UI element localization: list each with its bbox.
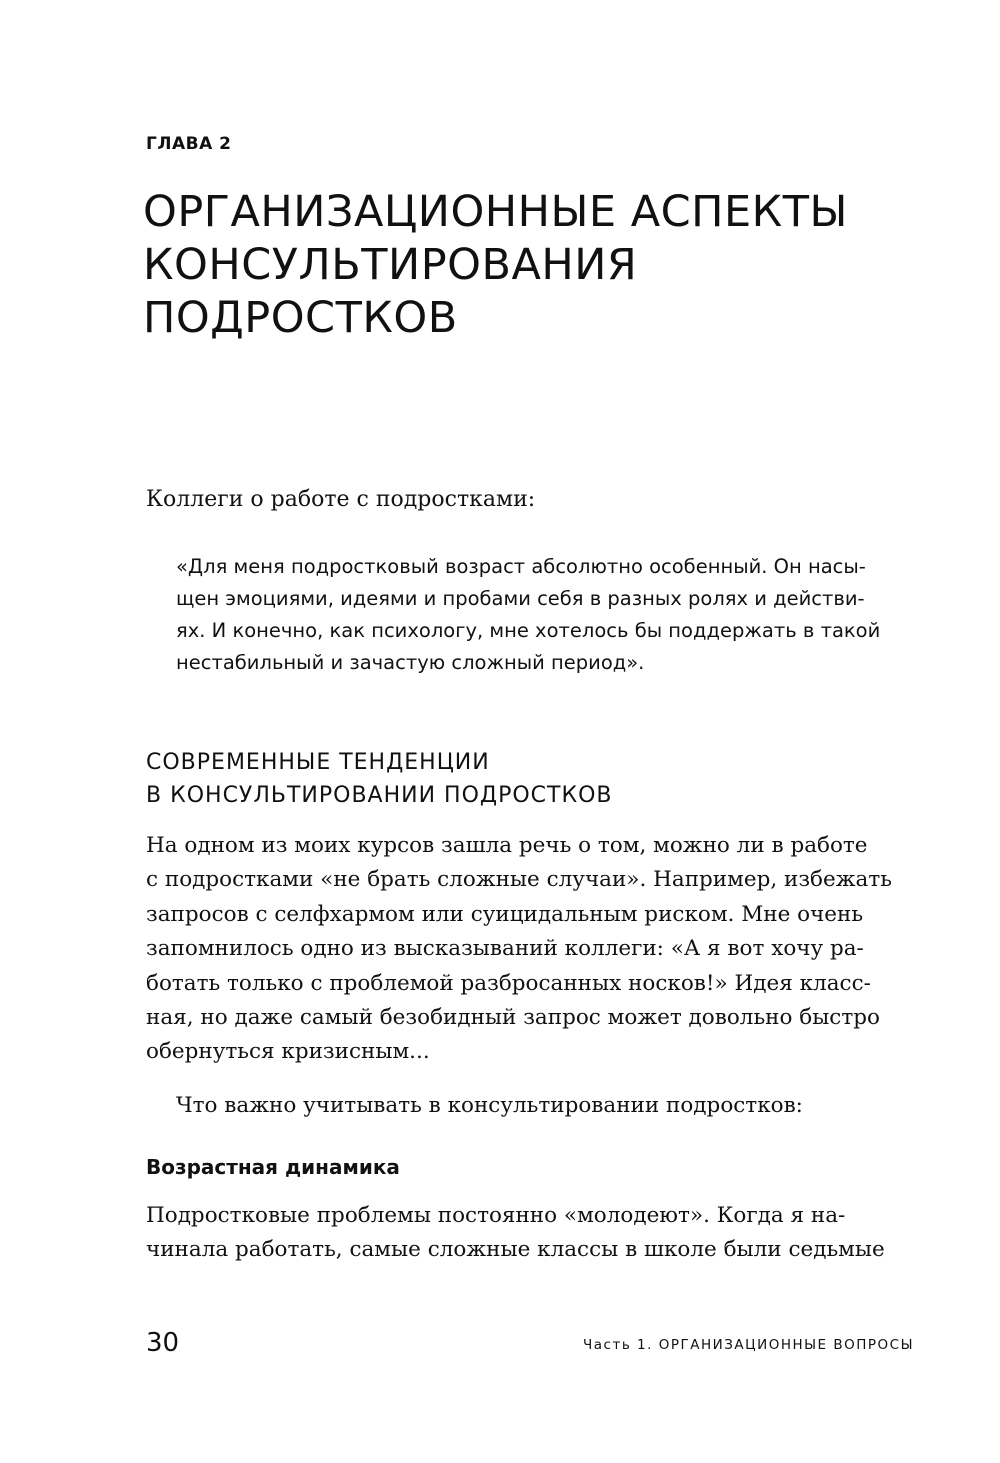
quote-line: нестабильный и зачастую сложный период». [176,651,645,674]
page-number: 30 [146,1328,180,1358]
section-paragraph [146,829,926,1070]
chapter-title [143,186,963,345]
quote-line: «Для меня подростковый возраст абсолютно особенный. Он насы- [176,555,866,578]
quote-line: щен эмоциями, идеями и пробами себя в разных ролях и действи- [176,587,865,610]
chapter-title-line: ПОДРОСТКОВ [143,293,458,343]
chapter-title-line: КОНСУЛЬТИРОВАНИЯ [143,240,638,290]
section-heading-line: СОВРЕМЕННЫЕ ТЕНДЕНЦИИ [146,750,490,775]
paragraph-line: На одном из моих курсов зашла речь о том, можно ли в работе [146,833,868,858]
section-heading [146,746,613,812]
paragraph-line: обернуться кризисным... [146,1039,430,1065]
colleague-quote [176,551,936,679]
subsection-heading: Возрастная динамика [146,1155,400,1179]
chapter-title-line: ОРГАНИЗАЦИОННЫЕ АСПЕКТЫ [143,187,848,237]
subsection-paragraph [146,1199,926,1268]
lead-in-text: Что важно учитывать в консультировании подростков: [176,1093,803,1118]
quote-line: ях. И конечно, как психологу, мне хотелось бы поддержать в такой [176,619,881,642]
paragraph-line: запомнилось одно из высказываний коллеги: «А я вот хочу ра- [146,936,864,962]
paragraph-line: Подростковые проблемы постоянно «молодеют». Когда я на- [146,1203,846,1228]
running-footer: Часть 1. ОРГАНИЗАЦИОННЫЕ ВОПРОСЫ [583,1337,914,1353]
paragraph-line: ботать только с проблемой разбросанных носков!» Идея класс- [146,970,871,996]
paragraph-line: ная, но даже самый безобидный запрос может довольно быстро [146,1005,880,1031]
paragraph-line: запросов с селфхармом или суицидальным риском. Мне очень [146,901,864,927]
intro-text: Коллеги о работе с подростками: [146,487,536,512]
paragraph-line: с подростками «не брать сложные случаи». Например, избежать [146,867,892,893]
section-heading-line: В КОНСУЛЬТИРОВАНИИ ПОДРОСТКОВ [146,783,613,808]
chapter-label: ГЛАВА 2 [146,134,232,154]
paragraph-line: чинала работать, самые сложные классы в школе были седьмые [146,1237,885,1263]
